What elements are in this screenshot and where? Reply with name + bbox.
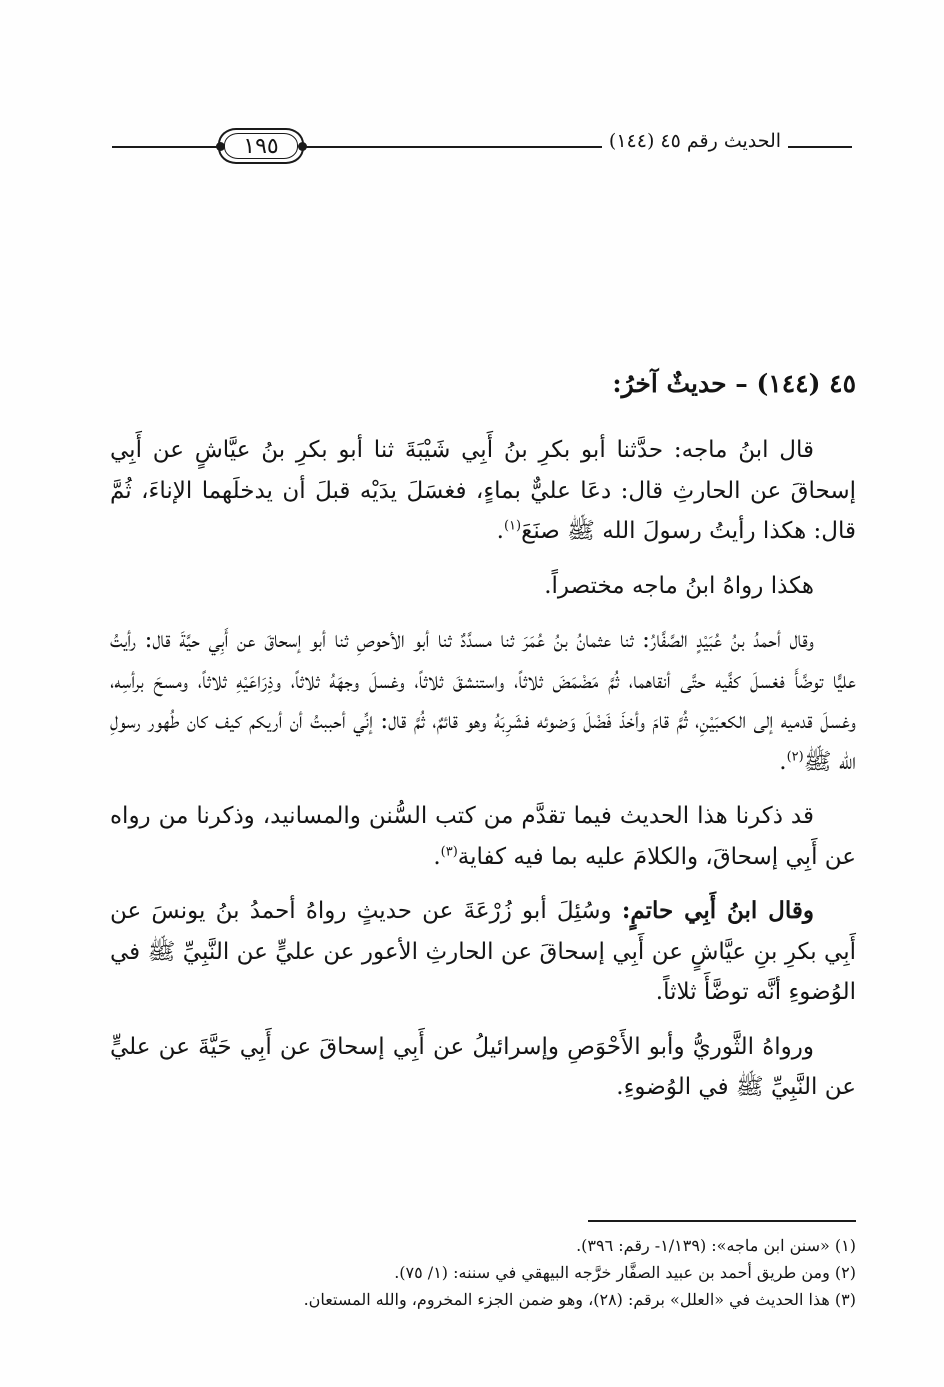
footnote-separator	[588, 1220, 856, 1222]
footnote-2: (٢) ومن طريق أحمد بن عبيد الصفَّار خرَّجه البيهقي في سننه: (١/ ٧٥).	[394, 1263, 856, 1282]
running-title: الحديث رقم ٤٥ (١٤٤)	[608, 130, 782, 152]
header-rule-left	[112, 146, 220, 148]
paragraph-5	[110, 891, 856, 1013]
paragraph-5-text: وسُئِلَ أبو زُرْعَةَ عن حديثٍ رواهُ أحمدُ بنُ يونسَ عن أَبِي بكرِ بنِ عيَّاشٍ عن أَبِي إسحاقَ عن الحارثِ الأعور عن عليٍّ عن النَّبِيِّ ﷺ في الوُضوءِ أنَّه توضَّأَ ثلاثاً.	[110, 898, 856, 1005]
paragraph-5-lead: وقال ابنُ أَبِي حاتمٍ:	[621, 897, 814, 924]
hadith-heading: ٤٥ (١٤٤) – حديثٌ آخرُ:	[612, 369, 856, 398]
paragraph-1: قال ابنُ ماجه: حدَّثنا أبو بكرِ بنُ أَبِي شَيْبَةَ ثنا أبو بكرِ بنُ عيَّاشٍ عن أَبِي إسحاقَ عن الحارثِ قال: دعَا عليٌّ بماءٍ، فغسَلَ يدَيْه قبلَ أن يدخلَهما الإناءَ، ثُمَّ قال: هكذا رأيتُ رسولَ الله ﷺ صنَعَ$^{(١)}$.	[110, 437, 856, 544]
footnotes	[110, 1232, 856, 1313]
paragraph-1-text: قال ابنُ ماجه: حدَّثنا أبو بكرِ بنُ أَبِي شَيْبَةَ ثنا أبو بكرِ بنُ عيَّاشٍ عن أَبِي إسحاقَ عن الحارثِ قال: دعَا عليٌّ بماءٍ، فغسَلَ يدَيْه قبلَ أن يدخلَهما الإناءَ، ثُمَّ قال: هكذا رأيتُ رسولَ الله ﷺ صنَعَ	[110, 437, 856, 544]
header-rule-right	[788, 146, 852, 148]
running-header	[112, 118, 852, 174]
footnote-1: (١) «سنن ابن ماجه»: (١/١٣٩- رقم: ٣٩٦).	[576, 1236, 856, 1255]
header-rule-middle	[302, 146, 602, 148]
page-number-badge	[218, 128, 304, 164]
paragraph-6	[110, 1027, 856, 1108]
main-text	[110, 362, 856, 1122]
footnote-ref-3: (٣)	[440, 843, 458, 859]
paragraph-3: وقال أحمدُ بنُ عُبَيْدٍ الصَّفَّارُ: ثنا عثمانُ بنُ عُمَرَ ثنا مسدَّدٌ ثنا أبو الأحوصِ ثنا أبو إسحاقَ عن أَبِي حيَّةَ قال: رأيتُ عليًّا توضَّأَ فغسلَ كفَّيه حتَّى أنقاهما، ثُمَّ مَضْمَضَ ثلاثاً، واستنشقَ ثلاثاً، وغسلَ وجهَهُ ثلاثاً، وذِرَاعَيْهِ ثلاثاً، ومسحَ برأسِه، وغسلَ قدميه إلى الكعبَيْنِ، ثُمَّ قامَ وأخذَ فَضْلَ وَضوئه فشَرِبَهُ وهو قائمٌ، ثُمَّ قال: إنِّي أحببتُ أن أريكم كيف كان طُهور رسولِ الله ﷺ$^{(٢)}$.	[110, 627, 856, 775]
footnote-ref-2: (٢)	[786, 748, 804, 764]
paragraph-4-text: قد ذكرنا هذا الحديث فيما تقدَّم من كتب السُّنن والمسانيد، وذكرنا من رواه عن أَبِي إسحاقَ، والكلامَ عليه بما فيه كفاية	[110, 803, 856, 870]
paragraph-4: قد ذكرنا هذا الحديث فيما تقدَّم من كتب السُّنن والمسانيد، وذكرنا من رواه عن أَبِي إسحاقَ، والكلامَ عليه بما فيه كفاية$^{(٣)}$.	[110, 803, 856, 870]
paragraph-3-text: وقال أحمدُ بنُ عُبَيْدٍ الصَّفَّارُ: ثنا عثمانُ بنُ عُمَرَ ثنا مسدَّدٌ ثنا أبو الأحوصِ ثنا أبو إسحاقَ عن أَبِي حيَّةَ قال: رأيتُ عليًّا توضَّأَ فغسلَ كفَّيه حتَّى أنقاهما، ثُمَّ مَضْمَضَ ثلاثاً، واستنشقَ ثلاثاً، وغسلَ وجهَهُ ثلاثاً، وذِرَاعَيْهِ ثلاثاً، ومسحَ برأسِه، وغسلَ قدميه إلى الكعبَيْنِ، ثُمَّ قامَ وأخذَ فَضْلَ وَضوئه فشَرِبَهُ وهو قائمٌ، ثُمَّ قال: إنِّي أحببتُ أن أريكم كيف كان طُهور رسولِ الله ﷺ	[110, 627, 856, 775]
footnote-3: (٣) هذا الحديث في «العلل» برقم: (٢٨)، وهو ضمن الجزء المخروم، والله المستعان.	[303, 1290, 856, 1309]
paragraph-2	[110, 566, 856, 607]
paragraph-2-text: هكذا رواهُ ابنُ ماجه مختصراً.	[544, 572, 814, 599]
page-number: ١٩٥	[243, 133, 279, 159]
paragraph-6-text: ورواهُ الثَّوريُّ وأبو الأَحْوَصِ وإسرائيلُ عن أَبِي إسحاقَ عن أَبِي حَيَّةَ عن عليٍّ عن النَّبِيِّ ﷺ في الوُضوءِ.	[110, 1033, 856, 1100]
footnote-ref-1: (١)	[503, 518, 522, 534]
